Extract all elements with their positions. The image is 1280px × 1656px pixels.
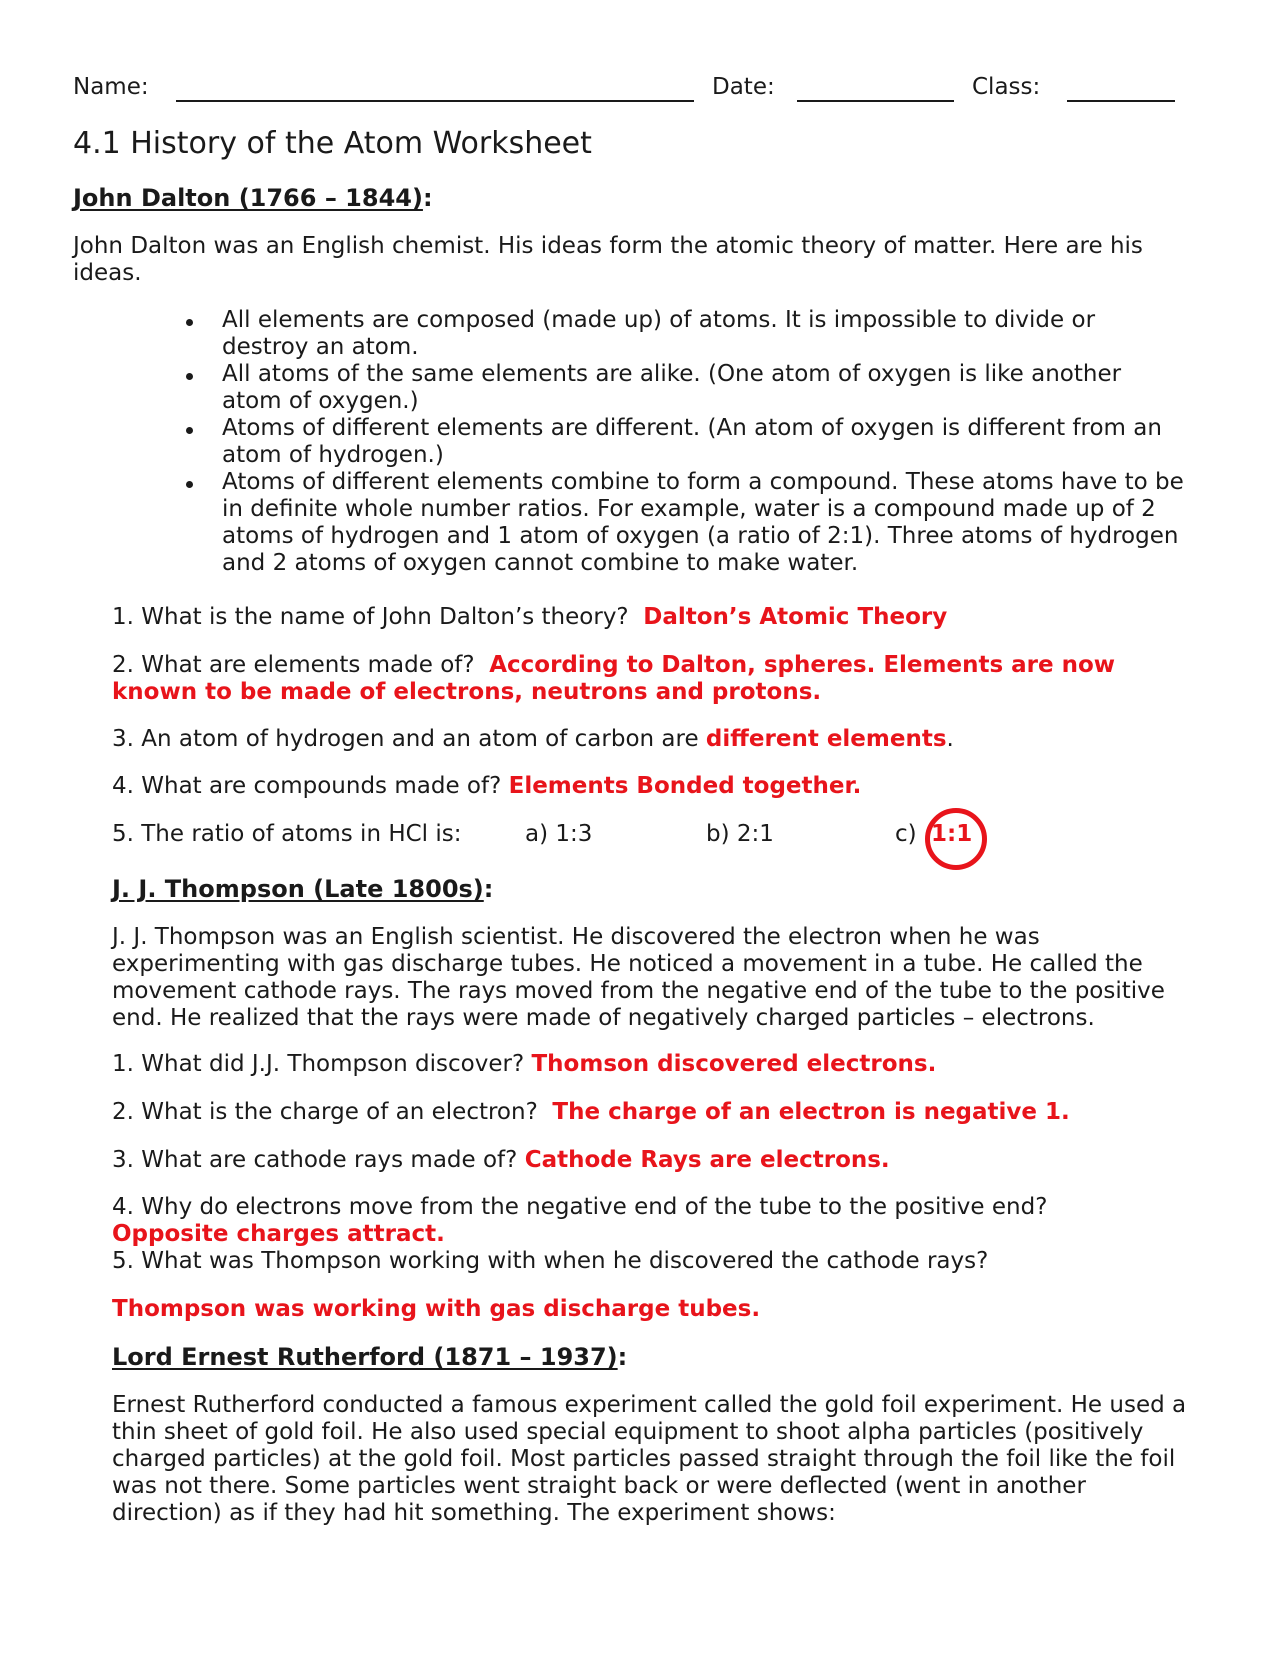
thompson-question-1: 1. What did J.J. Thompson discover? Thomson discovered electrons. [112,1051,937,1077]
thompson-question-2: 2. What is the charge of an electron? The charge of an electron is negative 1. [112,1099,1070,1125]
dalton-answer-4: Elements Bonded together. [508,773,862,799]
rutherford-intro-line-1: Ernest Rutherford conducted a famous experiment called the gold foil experiment. He used a [112,1392,1187,1418]
dalton-intro-line-2: ideas. [73,260,142,286]
dalton-answer-2: According to Dalton, spheres. Elements are now [489,652,1116,678]
dalton-question-5: 5. The ratio of atoms in HCl is: [112,821,462,847]
bullet-dot [186,427,193,434]
bullet-dot [186,319,193,326]
rutherford-intro-line-5: direction) as if they had hit something. The experiment shows: [112,1500,836,1526]
dalton-question-3: 3. An atom of hydrogen and an atom of carbon are different elements. [112,726,954,752]
thompson-question-4: 4. Why do electrons move from the negative end of the tube to the positive end? [112,1194,1048,1220]
bullet-dot [186,481,193,488]
name-label: Name: [73,74,149,100]
thompson-answer-5: Thompson was working with gas discharge tubes. [112,1296,761,1322]
thompson-answer-2: The charge of an electron is negative 1. [552,1099,1070,1125]
thompson-answer-1: Thomson discovered electrons. [531,1051,937,1077]
name-field[interactable] [176,100,694,102]
rutherford-intro-line-4: was not there. Some particles went straight back or were deflected (went in another [112,1473,1086,1499]
dalton-answer-2-cont: known to be made of electrons, neutrons and protons. [112,679,822,705]
option-c-value: 1:1 [931,821,973,847]
thompson-heading: J. J. Thompson (Late 1800s): [112,875,494,903]
option-c-label: c) [895,821,917,847]
date-label: Date: [712,74,775,100]
dalton-intro-line-1: John Dalton was an English chemist. His ideas form the atomic theory of matter. Here are his [73,233,1143,259]
answer-circle [925,808,987,870]
dalton-question-2: 2. What are elements made of? According to Dalton, spheres. Elements are now [112,652,1116,678]
dalton-bullet-3-line-1: Atoms of different elements are different. (An atom of oxygen is different from an [222,415,1162,441]
thompson-answer-3: Cathode Rays are electrons. [524,1147,890,1173]
dalton-bullet-1-line-1: All elements are composed (made up) of atoms. It is impossible to divide or [222,307,1096,333]
thompson-intro-line-4: end. He realized that the rays were made of negatively charged particles – electrons. [112,1005,1095,1031]
thompson-intro-line-2: experimenting with gas discharge tubes. He noticed a movement in a tube. He called the [112,951,1143,977]
dalton-bullet-2-line-2: atom of oxygen.) [222,388,419,414]
option-b: b) 2:1 [706,821,774,847]
rutherford-intro-line-3: charged particles) at the gold foil. Most particles passed straight through the foil like the foil [112,1446,1176,1472]
worksheet-title: 4.1 History of the Atom Worksheet [73,126,592,161]
thompson-intro-line-3: movement cathode rays. The rays moved from the negative end of the tube to the positive [112,978,1165,1004]
thompson-question-3: 3. What are cathode rays made of? Cathode Rays are electrons. [112,1147,890,1173]
rutherford-intro-line-2: thin sheet of gold foil. He also used special equipment to shoot alpha particles (positively [112,1419,1144,1445]
bullet-dot [186,373,193,380]
dalton-bullet-1-line-2: destroy an atom. [222,334,419,360]
dalton-bullet-4-line-4: and 2 atoms of oxygen cannot combine to make water. [222,550,859,576]
dalton-answer-3: different elements [705,726,947,752]
dalton-bullet-3-line-2: atom of hydrogen.) [222,442,444,468]
dalton-heading: John Dalton (1766 – 1844): [73,184,433,212]
date-field[interactable] [797,100,954,102]
option-a: a) 1:3 [525,821,593,847]
dalton-bullet-2-line-1: All atoms of the same elements are alike. (One atom of oxygen is like another [222,361,1122,387]
dalton-answer-1: Dalton’s Atomic Theory [643,604,948,630]
thompson-answer-4: Opposite charges attract. [112,1221,445,1247]
class-field[interactable] [1067,100,1175,102]
thompson-intro-line-1: J. J. Thompson was an English scientist. He discovered the electron when he was [112,924,1040,950]
thompson-question-5: 5. What was Thompson working with when he discovered the cathode rays? [112,1248,989,1274]
dalton-question-4: 4. What are compounds made of? Elements Bonded together. [112,773,862,799]
class-label: Class: [972,74,1041,100]
dalton-bullet-4-line-1: Atoms of different elements combine to form a compound. These atoms have to be [222,469,1184,495]
dalton-bullet-4-line-2: in definite whole number ratios. For example, water is a compound made up of 2 [222,496,1156,522]
dalton-bullet-4-line-3: atoms of hydrogen and 1 atom of oxygen (a ratio of 2:1). Three atoms of hydrogen [222,523,1179,549]
rutherford-heading: Lord Ernest Rutherford (1871 – 1937): [112,1343,628,1371]
dalton-question-1: 1. What is the name of John Dalton’s theory? Dalton’s Atomic Theory [112,604,948,630]
